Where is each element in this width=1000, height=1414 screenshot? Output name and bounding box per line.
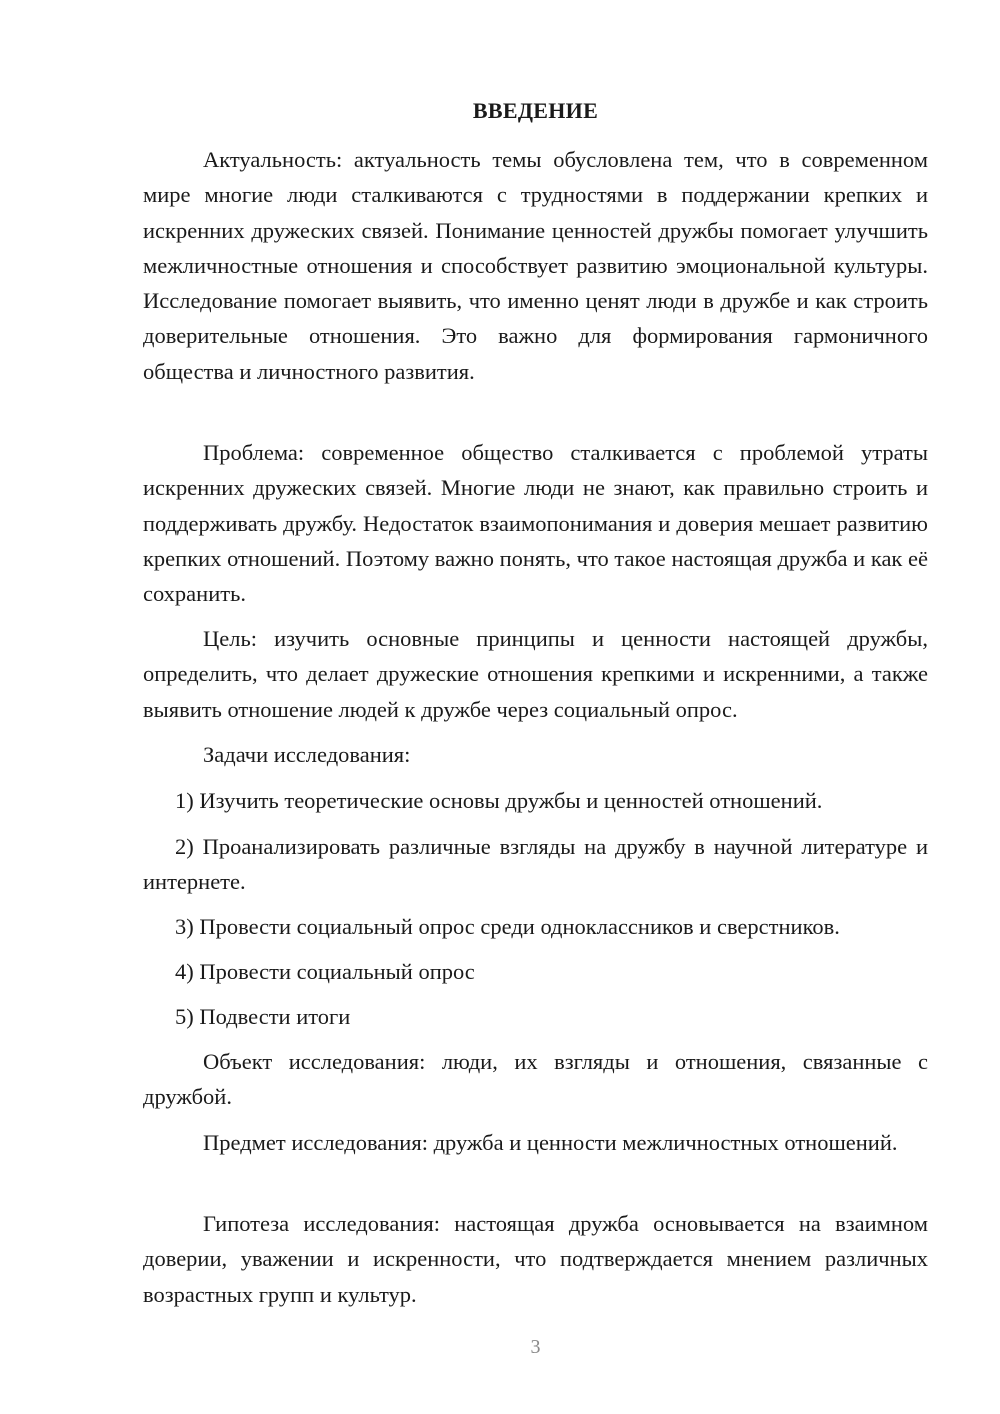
paragraph-tasks-heading: Задачи исследования: — [203, 742, 411, 767]
list-item-task-4: 4) Провести социальный опрос — [175, 959, 475, 984]
paragraph-object: Объект исследования: люди, их взгляды и отношения, связанные с дружбой. — [143, 1049, 928, 1110]
paragraph-goal: Цель: изучить основные принципы и ценности настоящей дружбы, определить, что делает дружеские отношения крепкими и искренними, а также выявить отношение людей к дружбе через социальный опрос. — [143, 626, 928, 722]
page-number: 3 — [530, 1336, 541, 1358]
paragraph-hypothesis: Гипотеза исследования: настоящая дружба основывается на взаимном доверии, уважении и искренности, что подтверждается мнением различных возрастных групп и культур. — [143, 1211, 928, 1307]
list-item-task-3: 3) Провести социальный опрос среди одноклассников и сверстников. — [175, 914, 840, 939]
list-item-task-2: 2) Проанализировать различные взгляды на дружбу в научной литературе и интернете. — [143, 834, 928, 895]
list-item-task-5: 5) Подвести итоги — [175, 1004, 351, 1029]
paragraph-subject: Предмет исследования: дружба и ценности межличностных отношений. — [203, 1130, 898, 1155]
paragraph-problem: Проблема: современное общество сталкивается с проблемой утраты искренних дружеских связей. Многие люди не знают, как правильно строить и поддерживать дружбу. Недостаток взаимопонимания и доверия мешает развитию крепких отношений. Поэтому важно понять, что такое настоящая дружба и как её сохранить. — [143, 440, 928, 607]
list-item-task-1: 1) Изучить теоретические основы дружбы и ценностей отношений. — [175, 788, 823, 813]
page-title: ВВЕДЕНИЕ — [472, 98, 599, 123]
paragraph-relevance: Актуальность: актуальность темы обусловлена тем, что в современном мире многие люди сталкиваются с трудностями в поддержании крепких и искренних дружеских связей. Понимание ценностей дружбы помогает улучшить межличностные отношения и способствует развитию эмоциональной культуры. Исследование помогает выявить, что именно ценят люди в дружбе и как строить доверительные отношения. Это важно для формирования гармоничного общества и личностного развития. — [143, 147, 928, 384]
